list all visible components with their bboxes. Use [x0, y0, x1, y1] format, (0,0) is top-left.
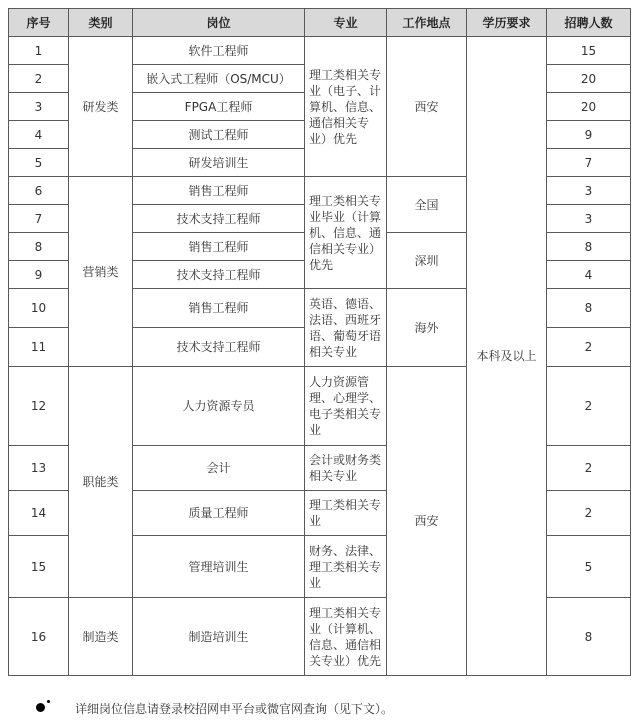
header-location: 工作地点 — [387, 9, 467, 37]
row-index: 11 — [9, 328, 69, 367]
footnote-text: 详细岗位信息请登录校招网申平台或微官网查询（见下文）。 — [75, 702, 394, 716]
count-cell: 8 — [547, 233, 631, 261]
category-cell: 制造类 — [69, 598, 133, 676]
recruitment-table — [8, 8, 631, 676]
location-cell: 海外 — [387, 289, 467, 367]
table-header-row — [9, 9, 631, 37]
position-cell: 质量工程师 — [133, 491, 305, 536]
position-cell: 技术支持工程师 — [133, 261, 305, 289]
major-cell: 理工类相关专业毕业（计算机、信息、通信相关专业）优先 — [305, 177, 387, 289]
major-cell: 财务、法律、理工类相关专业 — [305, 536, 387, 598]
header-index: 序号 — [9, 9, 69, 37]
education-cell: 本科及以上 — [467, 37, 547, 676]
count-cell: 2 — [547, 328, 631, 367]
position-cell: 管理培训生 — [133, 536, 305, 598]
position-cell: 会计 — [133, 446, 305, 491]
count-cell: 3 — [547, 205, 631, 233]
header-major: 专业 — [305, 9, 387, 37]
position-cell: 销售工程师 — [133, 289, 305, 328]
row-index: 3 — [9, 93, 69, 121]
count-cell: 2 — [547, 446, 631, 491]
header-education: 学历要求 — [467, 9, 547, 37]
header-position: 岗位 — [133, 9, 305, 37]
position-cell: 销售工程师 — [133, 177, 305, 205]
position-cell: 技术支持工程师 — [133, 205, 305, 233]
row-index: 9 — [9, 261, 69, 289]
major-cell: 人力资源管理、心理学、电子类相关专业 — [305, 367, 387, 446]
count-cell: 15 — [547, 37, 631, 65]
count-cell: 2 — [547, 367, 631, 446]
category-cell: 职能类 — [69, 367, 133, 598]
count-cell: 2 — [547, 491, 631, 536]
major-cell: 理工类相关专业（电子、计算机、信息、通信相关专业）优先 — [305, 37, 387, 177]
major-cell: 理工类相关专业 — [305, 491, 387, 536]
row-index: 6 — [9, 177, 69, 205]
row-index: 13 — [9, 446, 69, 491]
location-cell: 全国 — [387, 177, 467, 233]
position-cell: 技术支持工程师 — [133, 328, 305, 367]
header-category: 类别 — [69, 9, 133, 37]
location-cell: 西安 — [387, 367, 467, 676]
row-index: 12 — [9, 367, 69, 446]
position-cell: FPGA工程师 — [133, 93, 305, 121]
row-index: 2 — [9, 65, 69, 93]
bullet-icon — [36, 703, 45, 712]
major-cell: 英语、德语、法语、西班牙语、葡萄牙语相关专业 — [305, 289, 387, 367]
header-count: 招聘人数 — [547, 9, 631, 37]
count-cell: 4 — [547, 261, 631, 289]
count-cell: 20 — [547, 93, 631, 121]
count-cell: 9 — [547, 121, 631, 149]
position-cell: 嵌入式工程师（OS/MCU） — [133, 65, 305, 93]
position-cell: 制造培训生 — [133, 598, 305, 676]
count-cell: 3 — [547, 177, 631, 205]
row-index: 4 — [9, 121, 69, 149]
row-index: 5 — [9, 149, 69, 177]
count-cell: 7 — [547, 149, 631, 177]
row-index: 15 — [9, 536, 69, 598]
position-cell: 软件工程师 — [133, 37, 305, 65]
row-index: 8 — [9, 233, 69, 261]
position-cell: 测试工程师 — [133, 121, 305, 149]
row-index: 14 — [9, 491, 69, 536]
category-cell: 研发类 — [69, 37, 133, 177]
position-cell: 销售工程师 — [133, 233, 305, 261]
count-cell: 8 — [547, 289, 631, 328]
location-cell: 深圳 — [387, 233, 467, 289]
row-index: 1 — [9, 37, 69, 65]
category-cell: 营销类 — [69, 177, 133, 367]
count-cell: 5 — [547, 536, 631, 598]
position-cell: 研发培训生 — [133, 149, 305, 177]
table-row — [9, 37, 631, 65]
location-cell: 西安 — [387, 37, 467, 177]
major-cell: 理工类相关专业（计算机、信息、通信相关专业）优先 — [305, 598, 387, 676]
count-cell: 8 — [547, 598, 631, 676]
footnote — [36, 700, 393, 717]
count-cell: 20 — [547, 65, 631, 93]
row-index: 16 — [9, 598, 69, 676]
major-cell: 会计或财务类相关专业 — [305, 446, 387, 491]
row-index: 7 — [9, 205, 69, 233]
row-index: 10 — [9, 289, 69, 328]
position-cell: 人力资源专员 — [133, 367, 305, 446]
